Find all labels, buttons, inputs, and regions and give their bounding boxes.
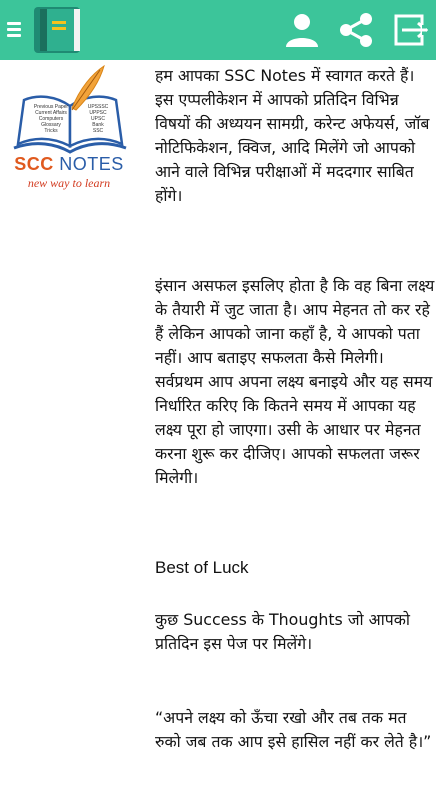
brand-tagline: new way to learn bbox=[27, 176, 111, 190]
app-toolbar bbox=[0, 0, 436, 60]
profile-icon[interactable] bbox=[282, 12, 322, 48]
welcome-paragraph: हम आपका SSC Notes में स्वागत करते हैं। इस एप्पलीकेशन में आपको प्रतिदिन विभिन्न विषयों की अध्ययन सामग्री, करेन्ट अफेयर्स, जॉब नोटिफिकेशन, क्विज, आदि मिलेंगे जो आपको आने वाले विभिन्न परीक्षाओं में मददगार साबित होंगे। bbox=[155, 66, 430, 205]
brand-logo bbox=[10, 64, 140, 194]
thoughts-intro-paragraph: कुछ Success के Thoughts जो आपको प्रतिदिन इस पेज पर मिलेंगे। bbox=[155, 610, 410, 653]
quote-paragraph: “अपने लक्ष्य को ऊँचा रखो और तब तक मत रुको जब तक आप इसे हासिल नहीं कर लेते है।” bbox=[155, 708, 432, 751]
brand-name-accent: SCC bbox=[14, 154, 54, 174]
motivation-paragraph: इंसान असफल इसलिए होता है कि वह बिना लक्ष्य के तैयारी में जुट जाता है। आप मेहनत तो कर रहे हैं लेकिन आपको जाना कहाँ है, ये आपको पता नहीं। आप बताइए सफलता कैसे मिलेगी। सर्वप्रथम आप अपना लक्ष्य बनाइये और यह समय निर्धारित करिए कि कितने समय में आपका यह लक्ष्य पूरा हो जाएगा। उसी के आधार पर मेहनत करना शुरू कर दीजिए। आपको सफलता जरूर मिलेगी। bbox=[155, 276, 435, 487]
book-left-text: Previous Paper Current Affairs Computers Glossary Tricks bbox=[33, 104, 69, 134]
best-of-luck-text: Best of Luck bbox=[155, 558, 249, 577]
menu-icon[interactable] bbox=[4, 16, 26, 44]
book-right-text: UPSSSC UPPSC UPSC Bank SSC bbox=[87, 104, 109, 134]
notes-app-logo-icon[interactable] bbox=[32, 5, 82, 55]
brand-name bbox=[10, 154, 128, 175]
brand-name-rest: NOTES bbox=[53, 154, 124, 174]
share-icon[interactable] bbox=[336, 10, 376, 50]
exit-icon[interactable] bbox=[390, 12, 430, 48]
